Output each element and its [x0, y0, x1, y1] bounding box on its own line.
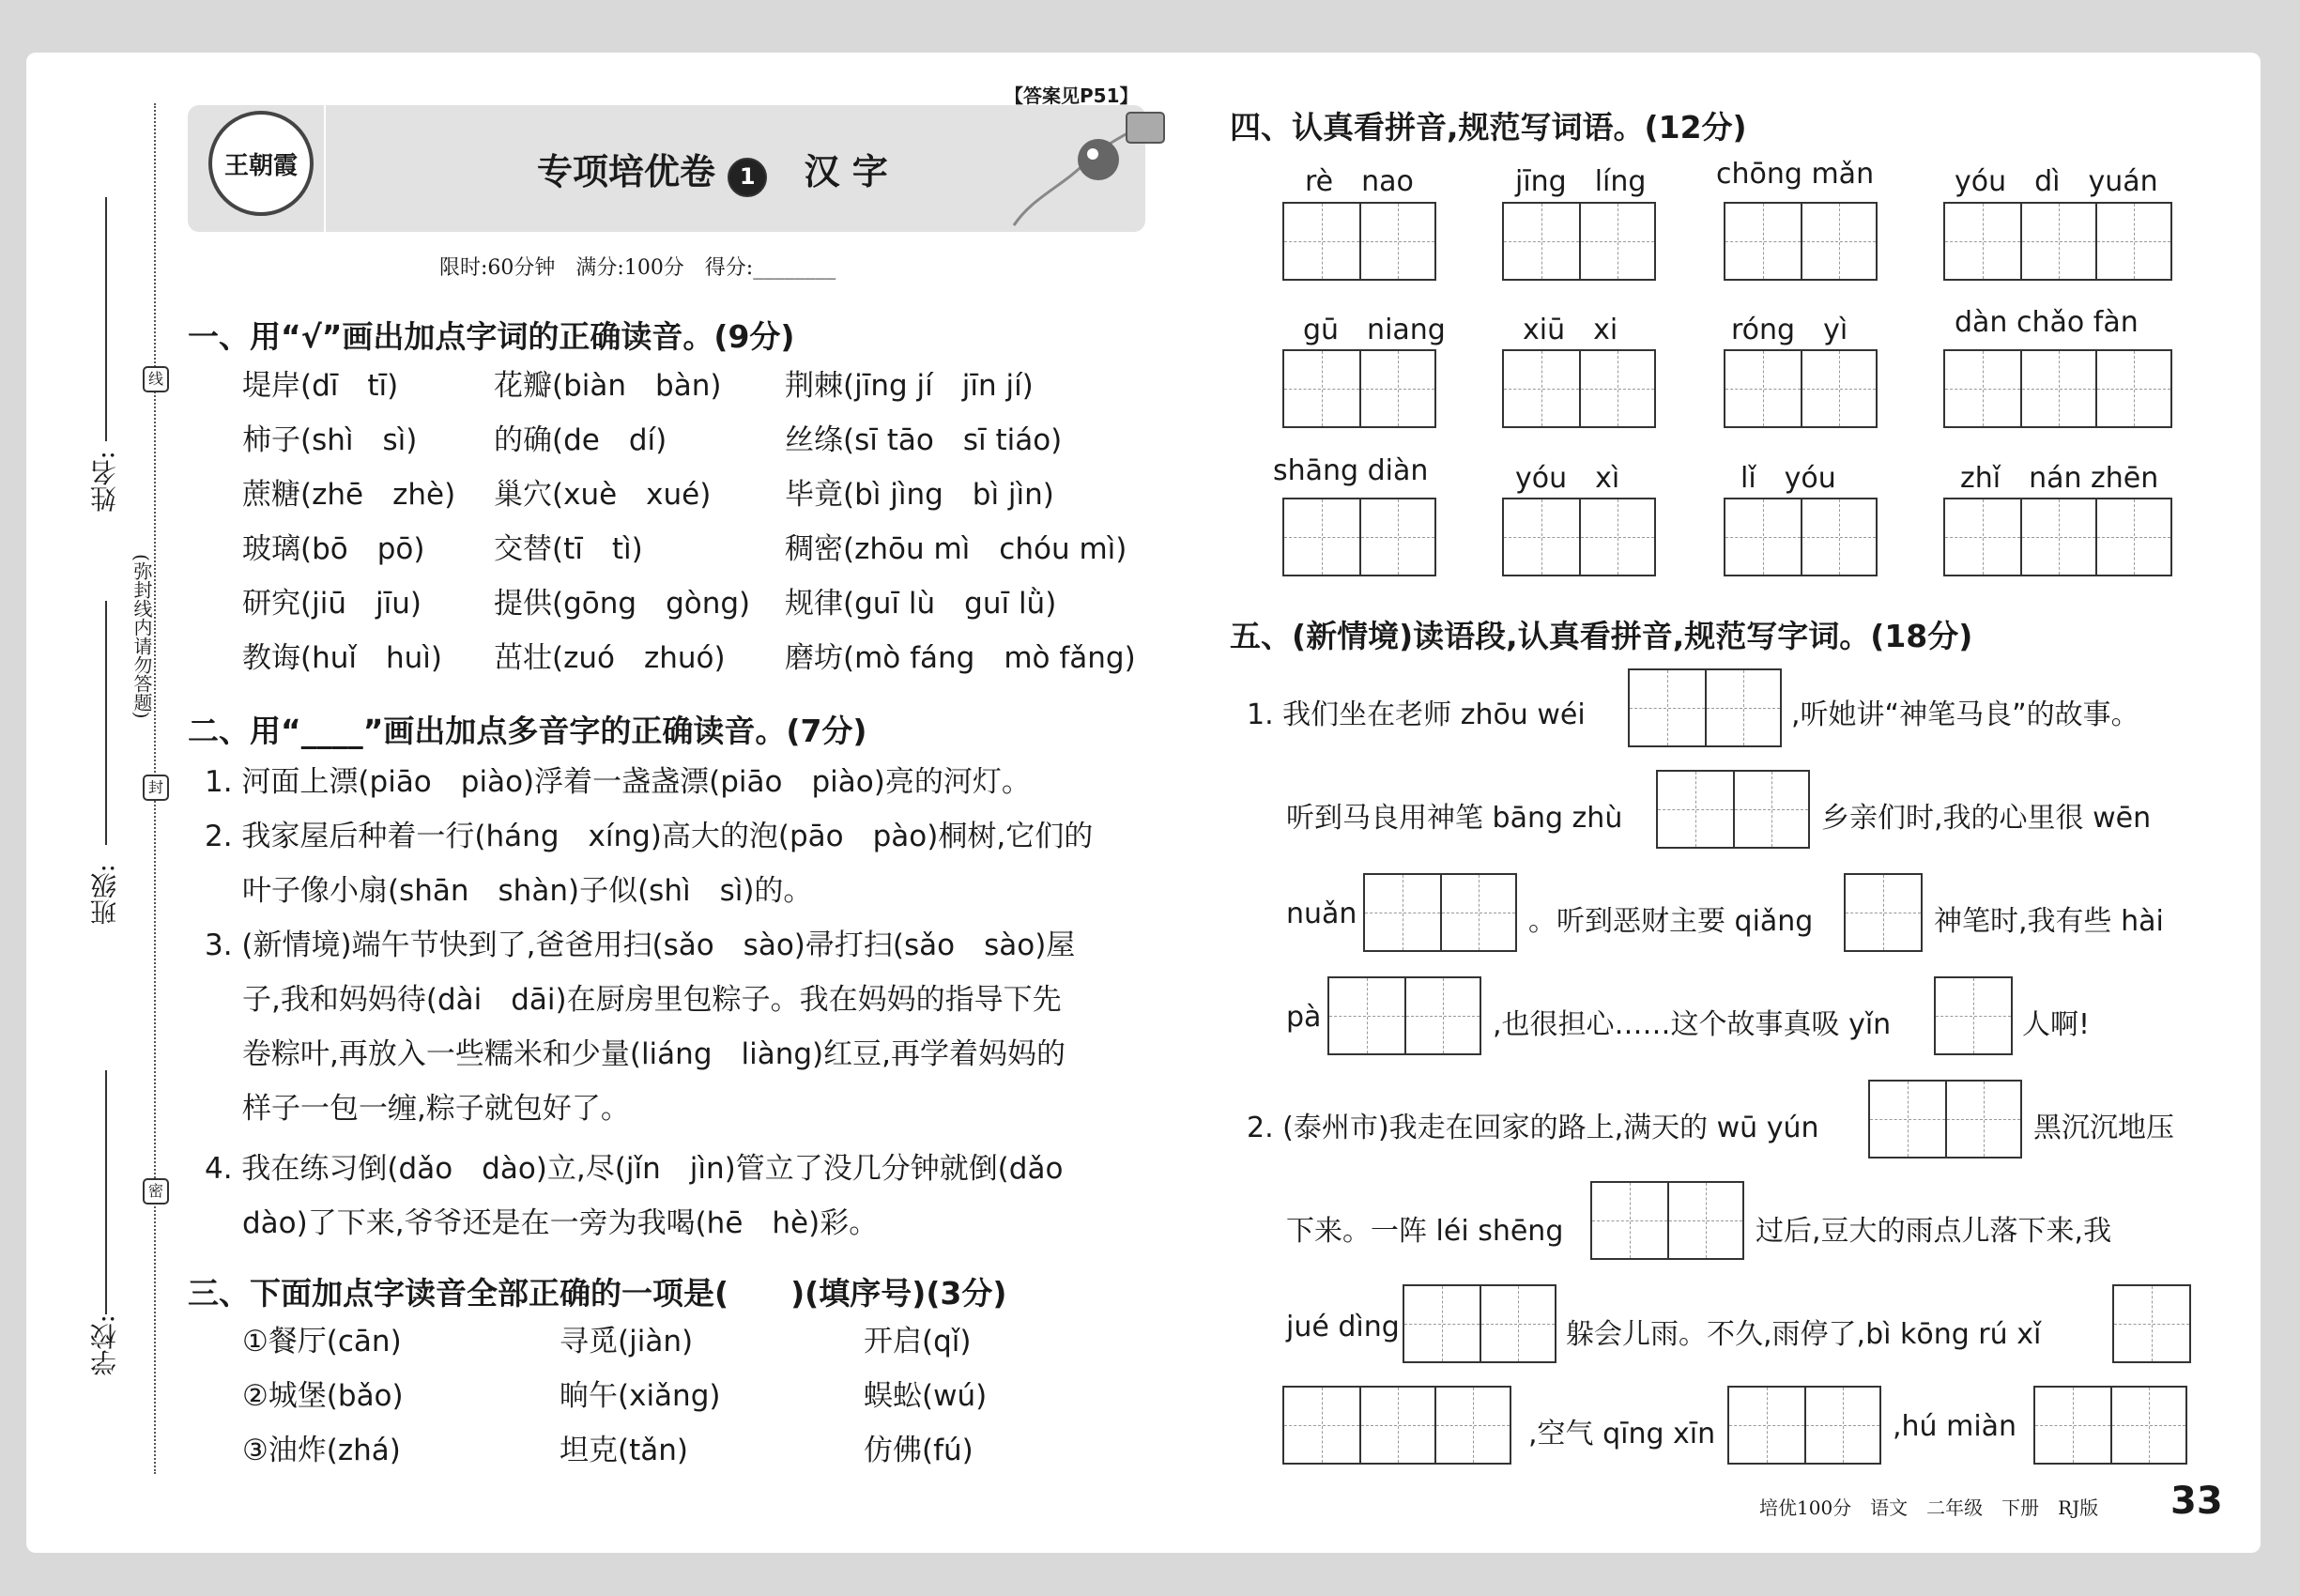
q3-option: 晌午(xiǎng) — [560, 1379, 721, 1413]
q4-pinyin: gū niang — [1303, 314, 1446, 346]
q5-text: 乡亲们时,我的心里很 wēn — [1821, 802, 2152, 835]
q4-pinyin: lǐ yóu — [1740, 462, 1836, 495]
q1-item: 磨坊(mò fáng mò fǎng) — [785, 641, 1136, 675]
q5-answer-grid[interactable] — [1868, 1080, 2022, 1159]
header-divider — [324, 105, 326, 232]
q4-answer-grid[interactable] — [1502, 498, 1656, 576]
title-number: 1 — [728, 158, 767, 197]
q1-title: 一、用“√”画出加点字词的正确读音。(9分) — [188, 318, 795, 355]
q5-answer-grid[interactable] — [1727, 1386, 1881, 1465]
secret-marker: 密 — [143, 1178, 169, 1205]
q5-text: 2. (泰州市)我走在回家的路上,满天的 wū yún — [1247, 1112, 1819, 1144]
q2-line: 子,我和妈妈待(dài dāi)在厨房里包粽子。我在妈妈的指导下先 — [242, 983, 1062, 1017]
q4-pinyin: jīng líng — [1515, 165, 1647, 198]
q5-text: ,也很担心……这个故事真吸 yǐn — [1493, 1008, 1892, 1041]
name-field[interactable]: 姓名: — [89, 451, 120, 513]
q4-answer-grid[interactable] — [1724, 498, 1878, 576]
q4-answer-grid[interactable] — [1943, 349, 2172, 428]
q4-answer-grid[interactable] — [1943, 498, 2172, 576]
q2-line: dào)了下来,爷爷还是在一旁为我喝(hē hè)彩。 — [242, 1206, 879, 1240]
q5-text: 躲会儿雨。不久,雨停了,bì kōng rú xǐ — [1566, 1318, 2042, 1351]
q4-title: 四、认真看拼音,规范写词语。(12分) — [1230, 109, 1747, 146]
test-limits: 限时:60分钟 满分:100分 得分:________ — [439, 256, 836, 280]
name-underline — [83, 197, 107, 441]
q5-text: jué dìng — [1286, 1311, 1400, 1343]
q1-item: 的确(de dí) — [494, 423, 667, 457]
school-field[interactable]: 学校: — [89, 1314, 120, 1376]
q1-item: 巢穴(xuè xué) — [494, 478, 712, 512]
q5-text: ,空气 qīng xīn — [1528, 1418, 1716, 1450]
q4-pinyin: róng yì — [1731, 314, 1848, 346]
q5-text: 黑沉沉地压 — [2033, 1112, 2174, 1144]
logo-text: 王朝霞 — [223, 152, 298, 180]
mascot-icon — [995, 94, 1173, 235]
school-underline — [83, 1070, 107, 1314]
q2-line: 样子一包一缠,粽子就包好了。 — [242, 1092, 630, 1126]
logo-badge — [208, 111, 314, 216]
page-number: 33 — [2170, 1480, 2223, 1523]
q5-answer-grid[interactable] — [1403, 1284, 1556, 1363]
page-title — [537, 143, 888, 197]
q4-pinyin: shāng diàn — [1273, 454, 1429, 487]
q3-option: 寻觅(jiàn) — [560, 1325, 694, 1358]
q4-answer-grid[interactable] — [1502, 349, 1656, 428]
q5-text: 听到马良用神笔 bāng zhù — [1286, 802, 1623, 835]
q5-text: 神笔时,我有些 hài — [1934, 905, 2164, 938]
q2-line: 3. (新情境)端午节快到了,爸爸用扫(sǎo sào)帚打扫(sǎo sào)屋 — [205, 928, 1076, 962]
q2-line: 叶子像小扇(shān shàn)子似(shì sì)的。 — [242, 874, 813, 908]
q5-text: 过后,豆大的雨点儿落下来,我 — [1756, 1215, 2112, 1248]
q1-item: 交替(tī tì) — [494, 532, 643, 566]
q1-item: 柿子(shì sì) — [242, 423, 418, 457]
q5-answer-grid[interactable] — [1628, 668, 1782, 747]
q1-item: 研究(jiū jīu) — [242, 587, 422, 621]
q4-answer-grid[interactable] — [1943, 202, 2172, 281]
q1-item: 规律(guī lù guī lǜ) — [785, 587, 1057, 621]
q5-answer-grid[interactable] — [1934, 976, 2013, 1055]
q2-title: 二、用“____”画出加点多音字的正确读音。(7分) — [188, 713, 867, 749]
q2-line: 2. 我家屋后种着一行(háng xíng)高大的泡(pāo pào)桐树,它们的 — [205, 820, 1094, 853]
q1-item: 教诲(huǐ huì) — [242, 641, 443, 675]
subject-text: 汉 字 — [804, 151, 888, 192]
q5-answer-grid[interactable] — [1327, 976, 1481, 1055]
q5-text: ,hú miàn — [1893, 1410, 2017, 1443]
q3-option: ①餐厅(cān) — [242, 1325, 402, 1358]
q3-option: 坦克(tǎn) — [560, 1434, 688, 1467]
q5-text: ,听她讲“神笔马良”的故事。 — [1791, 698, 2139, 731]
q5-title: 五、(新情境)读语段,认真看拼音,规范写字词。(18分) — [1230, 618, 1973, 654]
q4-pinyin: yóu dì yuán — [1955, 165, 2158, 198]
footer-series: 培优100分 语文 二年级 下册 RJ版 — [1759, 1496, 2099, 1519]
q3-option: 仿佛(fú) — [864, 1434, 974, 1467]
q4-pinyin: chōng mǎn — [1716, 158, 1875, 191]
seal-marker: 封 — [143, 775, 169, 801]
q1-item: 玻璃(bō pō) — [242, 532, 425, 566]
q3-title: 三、下面加点字读音全部正确的一项是( )(填序号)(3分) — [188, 1275, 1007, 1312]
q5-answer-grid[interactable] — [2033, 1386, 2187, 1465]
q2-line: 1. 河面上漂(piāo piào)浮着一盏盏漂(piāo piào)亮的河灯。 — [205, 765, 1031, 799]
q4-answer-grid[interactable] — [1282, 202, 1436, 281]
q5-text: nuǎn — [1286, 898, 1357, 930]
q3-option: 蜈蚣(wú) — [864, 1379, 988, 1413]
q4-answer-grid[interactable] — [1502, 202, 1656, 281]
class-underline — [83, 601, 107, 845]
q1-item: 花瓣(biàn bàn) — [494, 369, 722, 403]
q1-item: 毕竟(bì jìng bì jìn) — [785, 478, 1054, 512]
q2-line: 4. 我在练习倒(dǎo dào)立,尽(jǐn jìn)管立了没几分钟就倒(dǎo — [205, 1152, 1064, 1186]
line-marker: 线 — [143, 366, 169, 392]
q3-option: ②城堡(bǎo) — [242, 1379, 404, 1413]
q5-answer-grid[interactable] — [1844, 873, 1923, 952]
title-text: 专项培优卷 — [537, 151, 716, 192]
q4-answer-grid[interactable] — [1724, 202, 1878, 281]
q4-pinyin: rè nao — [1305, 165, 1414, 198]
q4-pinyin: dàn chǎo fàn — [1955, 306, 2139, 339]
q5-answer-grid[interactable] — [2112, 1284, 2191, 1363]
q4-pinyin: zhǐ nán zhēn — [1960, 462, 2159, 495]
q5-answer-grid[interactable] — [1590, 1181, 1744, 1260]
q1-item: 稠密(zhōu mì chóu mì) — [785, 532, 1127, 566]
answer-reference: 【答案见P51】 — [1004, 84, 1139, 107]
q5-answer-grid[interactable] — [1656, 770, 1810, 849]
q5-text: pà — [1286, 1001, 1322, 1034]
q1-item: 荆棘(jīng jí jīn jí) — [785, 369, 1034, 403]
q1-item: 丝绦(sī tāo sī tiáo) — [785, 423, 1063, 457]
q1-item: 堤岸(dī tī) — [242, 369, 399, 403]
q1-item: 提供(gōng gòng) — [494, 587, 751, 621]
q3-option: ③油炸(zhá) — [242, 1434, 401, 1467]
q1-item: 茁壮(zuó zhuó) — [494, 641, 726, 675]
q2-line: 卷粽叶,再放入一些糯米和少量(liáng liàng)红豆,再学着妈妈的 — [242, 1037, 1066, 1071]
q5-text: 1. 我们坐在老师 zhōu wéi — [1247, 698, 1586, 731]
q4-answer-grid[interactable] — [1724, 349, 1878, 428]
q5-answer-grid[interactable] — [1282, 1386, 1511, 1465]
q4-pinyin: yóu xì — [1515, 462, 1620, 495]
q5-text: 人啊! — [2022, 1008, 2091, 1041]
q3-option: 开启(qǐ) — [864, 1325, 972, 1358]
q5-text: 。听到恶财主要 qiǎng — [1528, 905, 1814, 938]
q4-answer-grid[interactable] — [1282, 349, 1436, 428]
q5-text: 下来。一阵 léi shēng — [1286, 1215, 1564, 1248]
q4-answer-grid[interactable] — [1282, 498, 1436, 576]
q5-answer-grid[interactable] — [1363, 873, 1517, 952]
q1-item: 蔗糖(zhē zhè) — [242, 478, 456, 512]
class-field[interactable]: 班级: — [89, 864, 120, 926]
q4-pinyin: xiū xi — [1523, 314, 1618, 346]
no-answer-notice: (弥封线内请勿答题) — [130, 554, 153, 719]
